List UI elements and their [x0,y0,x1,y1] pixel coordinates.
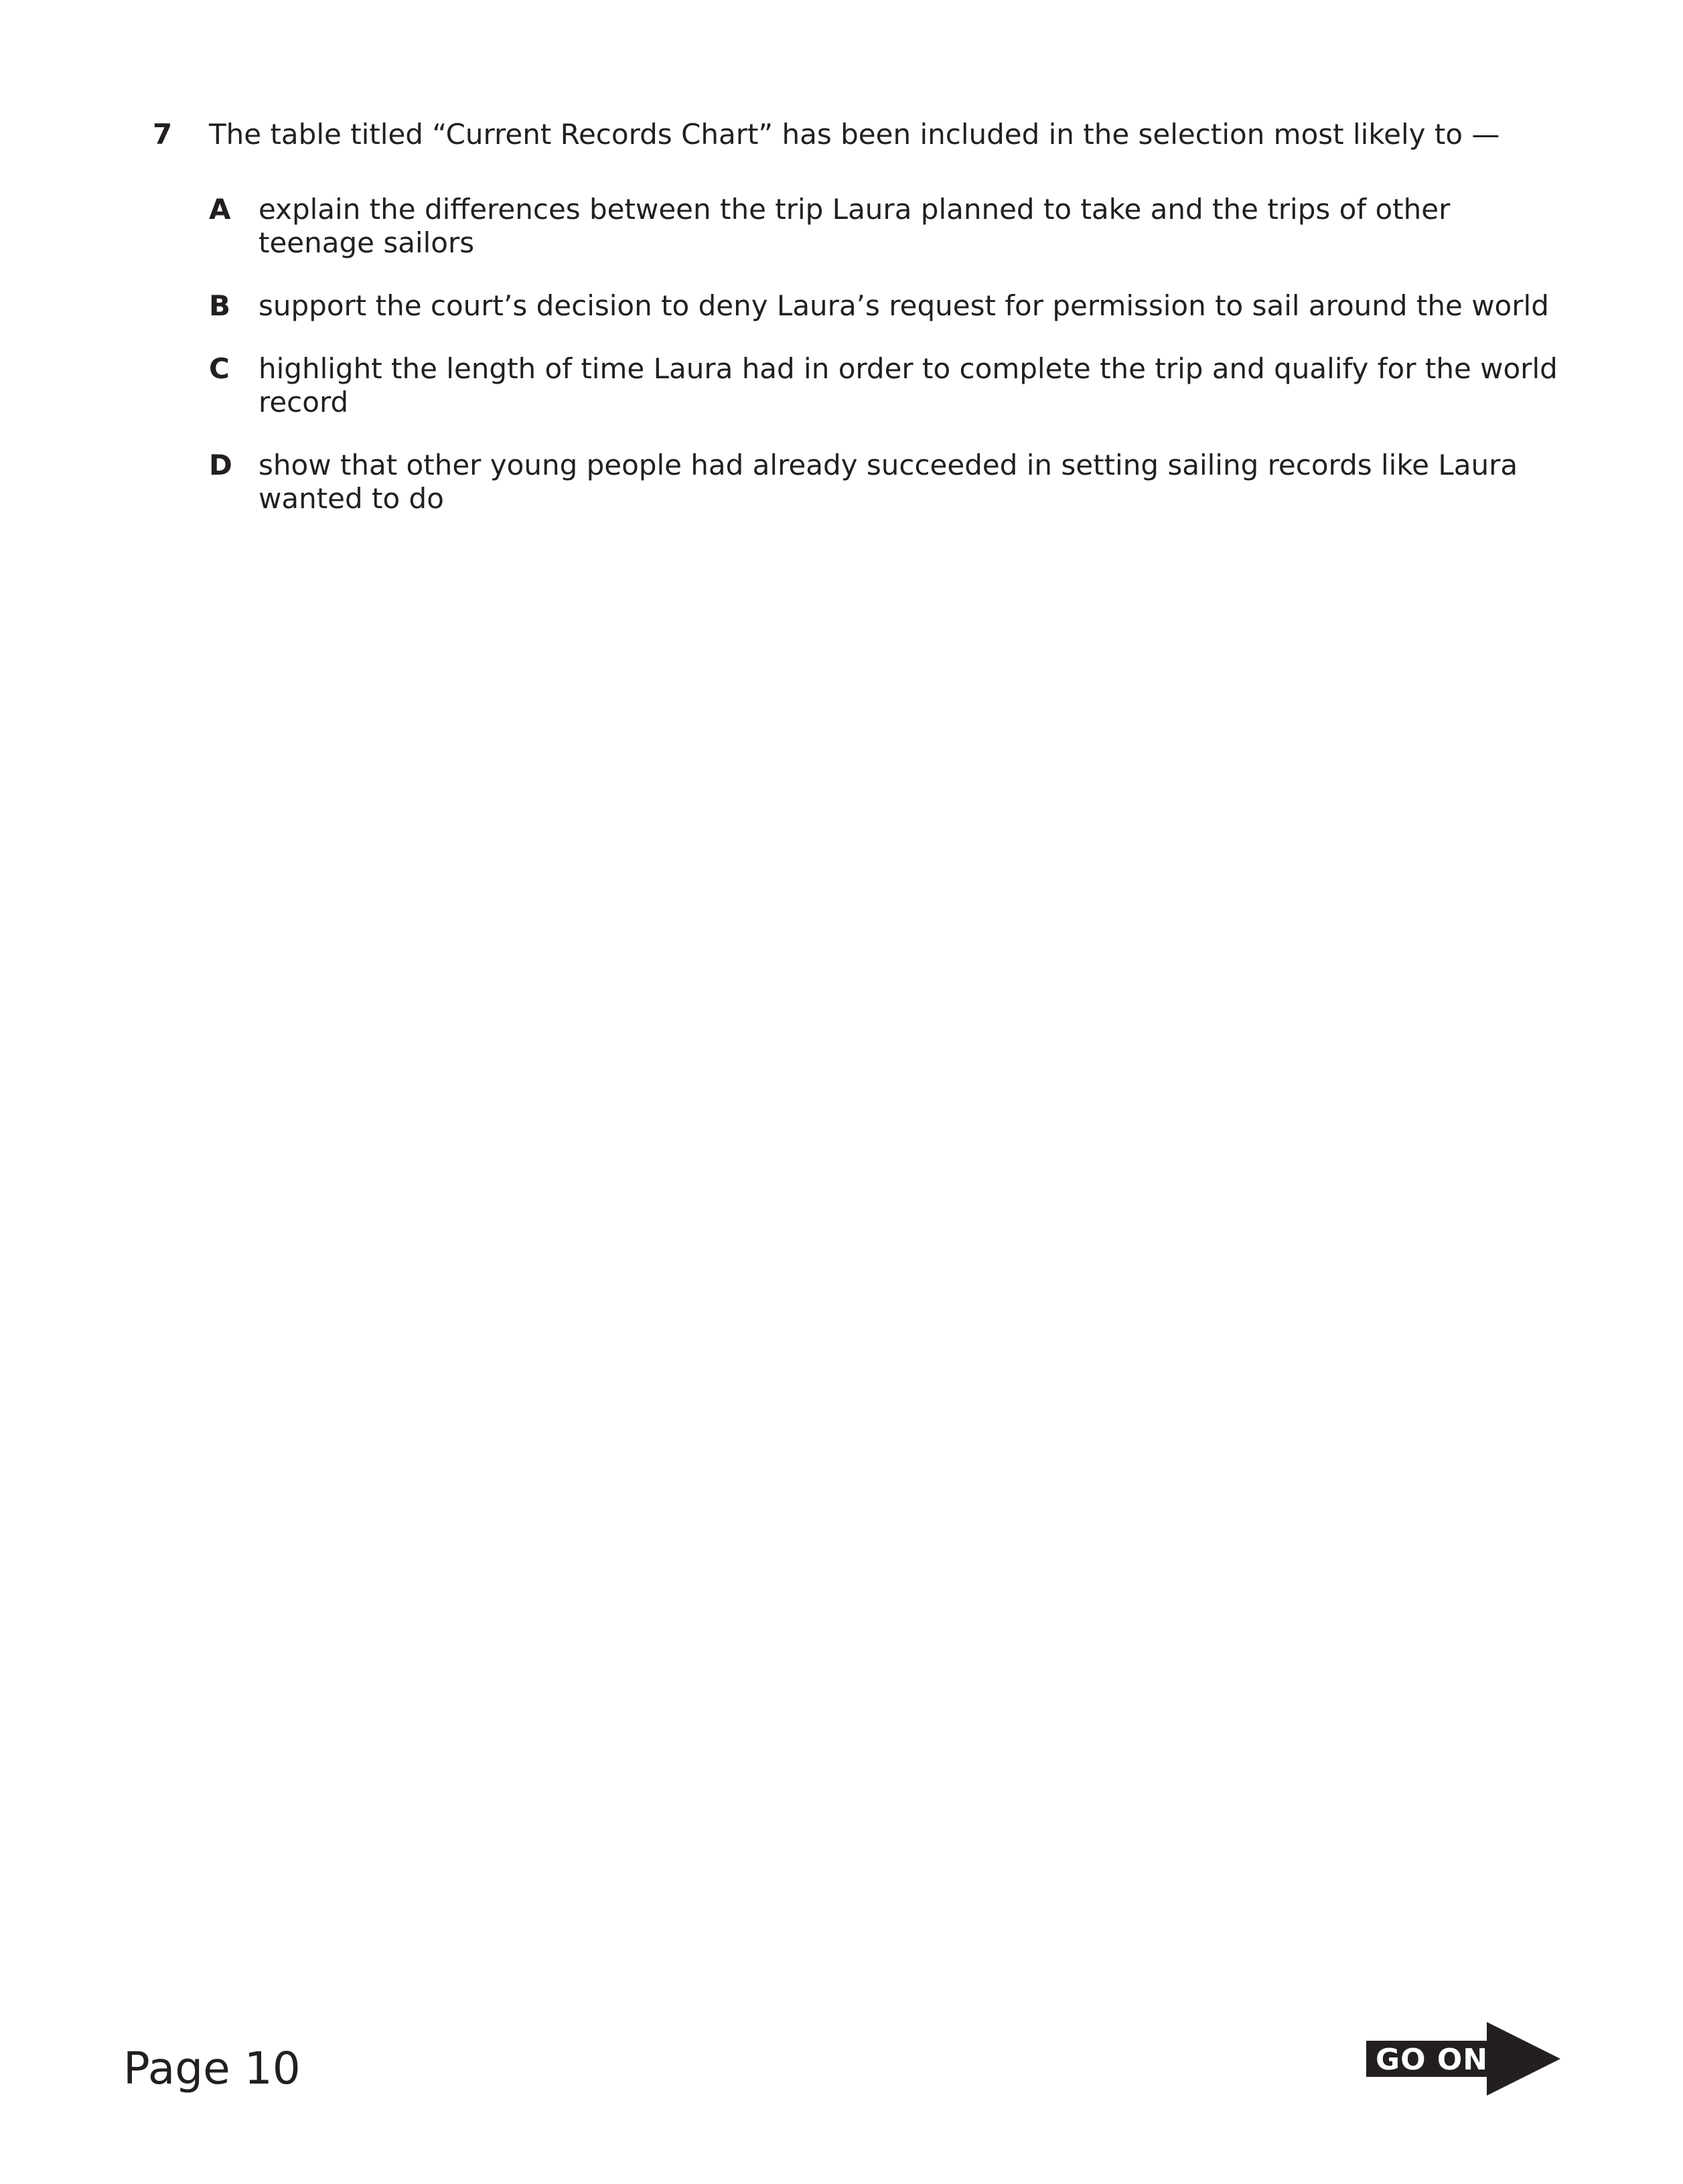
answer-option-a[interactable] [209,193,1571,260]
answer-option-c[interactable] [209,352,1571,419]
page-number: Page 10 [123,2043,301,2094]
question-prompt: The table titled “Current Records Chart” has been included in the selection most likely to — [209,118,1500,151]
question-stem [153,118,1559,151]
option-text: support the court’s decision to deny Laura’s request for permission to sail around the world [259,289,1549,322]
go-on-button[interactable] [1366,2022,1560,2096]
option-letter: A [209,193,231,226]
option-letter: C [209,352,230,385]
go-on-label: GO ON [1376,2043,1489,2077]
option-text: highlight the length of time Laura had in order to complete the trip and qualify for the world record [259,352,1558,418]
question-7 [153,118,1559,545]
option-text: show that other young people had already succeeded in setting sailing records like Laura wanted to do [259,449,1518,515]
answer-options [153,193,1559,516]
answer-option-b[interactable] [209,289,1571,323]
option-text: explain the differences between the trip Laura planned to take and the trips of other teenage sailors [259,193,1451,259]
question-number: 7 [153,118,173,151]
answer-option-d[interactable] [209,449,1571,516]
option-letter: B [209,289,231,322]
option-letter: D [209,449,232,481]
